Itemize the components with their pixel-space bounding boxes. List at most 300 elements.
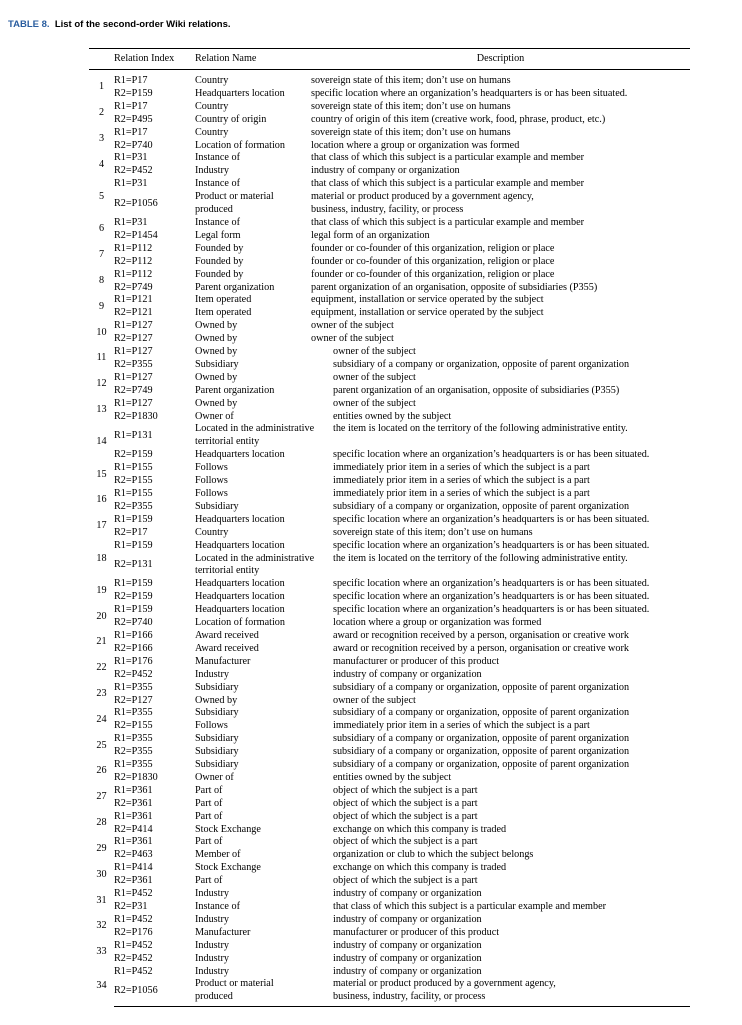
relation-name-cell: Owned by xyxy=(195,333,238,345)
description-cell: subsidiary of a company or organization, opposite of parent organization xyxy=(333,500,630,512)
row-number: 9 xyxy=(98,300,105,312)
table-row xyxy=(89,875,690,888)
row-number: 2 xyxy=(98,107,105,119)
description-cell: location where a group or organization was formed xyxy=(311,139,520,151)
relation-index-cell: R2=P1454 xyxy=(114,229,158,241)
relation-index-cell: R2=P155 xyxy=(114,475,153,487)
description-cell: immediately prior item in a series of which the subject is a part xyxy=(333,488,590,499)
row-number: 26 xyxy=(96,765,107,777)
row-number: 18 xyxy=(96,552,107,564)
table-row xyxy=(89,114,690,127)
relation-index-cell: R1=P355 xyxy=(114,681,153,693)
description-cell: sovereign state of this item; don’t use on humans xyxy=(311,75,511,86)
relation-name-cell: Headquarters location xyxy=(195,87,285,99)
table-row xyxy=(89,88,690,101)
description-cell: that class of which this subject is a particular example and member xyxy=(333,901,606,912)
row-number: 30 xyxy=(96,868,107,880)
relation-name-cell: Instance of xyxy=(195,152,240,164)
row-number: 31 xyxy=(96,894,107,906)
description-cell: that class of which this subject is a particular example and member xyxy=(311,178,584,190)
row-number: 32 xyxy=(96,920,107,932)
table-row xyxy=(89,617,690,630)
relation-index-cell: R2=P495 xyxy=(114,113,153,125)
table-caption xyxy=(8,19,231,30)
description-cell: immediately prior item in a series of which the subject is a part xyxy=(333,462,590,474)
table-row xyxy=(89,127,690,140)
relation-index-cell: R1=P452 xyxy=(114,965,153,977)
description-cell: owner of the subject xyxy=(311,333,394,345)
relation-name-cell: Owned by xyxy=(195,397,238,409)
description-cell: the item is located on the territory of the following administrative entity. xyxy=(333,552,628,564)
table-title: List of the second-order Wiki relations. xyxy=(54,19,231,30)
row-number: 23 xyxy=(96,688,107,700)
table-row xyxy=(89,230,690,243)
relation-name-cell: Country xyxy=(195,126,229,138)
relation-name-cell: Location of formation xyxy=(195,617,285,629)
table-row xyxy=(89,423,690,449)
relation-index-cell: R2=P414 xyxy=(114,823,153,835)
relation-index-cell: R1=P17 xyxy=(114,100,148,112)
relation-name-cell: Country xyxy=(195,100,229,112)
relation-name-cell: Country xyxy=(195,526,229,538)
header-relation-index: Relation Index xyxy=(114,49,195,70)
description-cell: owner of the subject xyxy=(333,694,416,706)
relation-name-cell: Follows xyxy=(195,462,228,474)
relation-name-cell: Subsidiary xyxy=(195,759,239,771)
relation-name-cell: Stock Exchange xyxy=(195,823,261,835)
row-number: 10 xyxy=(96,326,107,338)
relation-index-cell: R2=P1056 xyxy=(114,197,158,209)
row-number: 4 xyxy=(98,158,105,170)
relation-index-cell: R1=P112 xyxy=(114,268,153,280)
table-row xyxy=(89,70,690,88)
row-number: 25 xyxy=(96,739,107,751)
relation-name-cell: Industry xyxy=(195,668,229,680)
table-row xyxy=(89,385,690,398)
relation-index-cell: R2=P1056 xyxy=(114,978,195,1006)
description-cell: immediately prior item in a series of which the subject is a part xyxy=(333,475,590,487)
relation-index-cell: R1=P176 xyxy=(114,655,153,667)
description-cell: location where a group or organization was formed xyxy=(333,617,542,629)
relation-name-cell: Item operated xyxy=(195,307,252,319)
relation-index-cell: R1=P127 xyxy=(114,397,153,409)
description-cell: owner of the subject xyxy=(333,397,416,409)
relation-index-cell: R1=P355 xyxy=(114,759,153,771)
relation-name-cell: Product or material produced xyxy=(195,978,311,1006)
relation-name-cell: Subsidiary xyxy=(195,733,239,745)
description-cell: owner of the subject xyxy=(333,346,416,358)
relation-name-cell: Owner of xyxy=(195,410,234,422)
relation-name-cell: Owner of xyxy=(195,771,234,783)
relation-index-cell: R1=P127 xyxy=(114,346,153,358)
relation-name-cell: Owned by xyxy=(195,346,238,358)
table-row xyxy=(89,578,690,591)
table-row xyxy=(89,256,690,269)
relation-name-cell: Founded by xyxy=(195,268,244,280)
relation-name-cell: Item operated xyxy=(195,294,252,306)
relation-name-cell: Stock Exchange xyxy=(195,862,261,874)
table-row xyxy=(89,462,690,475)
relation-index-cell: R1=P159 xyxy=(114,578,153,590)
table-row xyxy=(89,527,690,540)
description-cell: object of which the subject is a part xyxy=(333,875,478,887)
relation-index-cell: R2=P159 xyxy=(114,87,153,99)
row-number: 11 xyxy=(96,352,107,364)
description-cell: object of which the subject is a part xyxy=(333,797,478,809)
table-row xyxy=(89,294,690,307)
relation-name-cell: Industry xyxy=(195,165,229,177)
relation-index-cell: R2=P452 xyxy=(114,952,153,964)
table-row xyxy=(89,953,690,966)
relation-index-cell: R1=P121 xyxy=(114,294,153,306)
table-row xyxy=(89,165,690,178)
relation-name-cell: Manufacturer xyxy=(195,655,251,667)
relation-name-cell: Country xyxy=(195,75,229,86)
relation-index-cell: R2=P127 xyxy=(114,694,153,706)
description-cell: industry of company or organization xyxy=(333,952,482,964)
relation-name-cell: Headquarters location xyxy=(195,539,285,551)
table-row xyxy=(89,553,690,579)
description-cell: industry of company or organization xyxy=(333,668,482,680)
table-row xyxy=(89,888,690,901)
description-cell: organization or club to which the subject belongs xyxy=(333,849,534,861)
relation-index-cell: R1=P361 xyxy=(114,784,153,796)
relation-index-cell: R2=P749 xyxy=(114,281,153,293)
relation-index-cell: R2=P452 xyxy=(114,668,153,680)
row-number: 3 xyxy=(98,133,105,145)
description-cell: immediately prior item in a series of which the subject is a part xyxy=(333,720,590,732)
row-number: 5 xyxy=(98,191,105,203)
row-number: 34 xyxy=(96,979,107,991)
table-row xyxy=(89,320,690,333)
relation-name-cell: Owned by xyxy=(195,320,238,332)
relation-index-cell: R1=P31 xyxy=(114,216,148,228)
description-cell: industry of company or organization xyxy=(333,888,482,900)
relation-index-cell: R2=P463 xyxy=(114,849,153,861)
relation-name-cell: Industry xyxy=(195,965,229,977)
relation-name-cell: Legal form xyxy=(195,229,241,241)
relation-index-cell: R2=P740 xyxy=(114,617,153,629)
relation-index-cell: R1=P131 xyxy=(114,429,153,441)
table-row xyxy=(89,501,690,514)
header-description: Description xyxy=(311,49,690,70)
description-cell: parent organization of an organisation, opposite of subsidiaries (P355) xyxy=(311,281,598,293)
relation-name-cell: Follows xyxy=(195,720,228,732)
row-number: 17 xyxy=(96,520,107,532)
relation-name-cell: Subsidiary xyxy=(195,681,239,693)
table-row xyxy=(89,514,690,527)
description-cell: founder or co-founder of this organization, religion or place xyxy=(311,242,555,254)
relation-index-cell: R1=P159 xyxy=(114,539,153,551)
description-cell: object of which the subject is a part xyxy=(333,836,478,848)
relation-name-cell: Headquarters location xyxy=(195,449,285,461)
relation-index-cell: R2=P1830 xyxy=(114,410,158,422)
relation-name-cell: Industry xyxy=(195,913,229,925)
description-cell: specific location where an organization’s headquarters is or has been situated. xyxy=(311,87,628,99)
description-cell: specific location where an organization’s headquarters is or has been situated. xyxy=(333,591,650,603)
relation-index-cell: R1=P31 xyxy=(114,178,148,190)
table-row xyxy=(89,824,690,837)
relation-index-cell: R2=P361 xyxy=(114,797,153,809)
row-number: 33 xyxy=(96,946,107,958)
table-row xyxy=(89,862,690,875)
relation-name-cell: Owned by xyxy=(195,694,238,706)
description-cell: specific location where an organization’s headquarters is or has been situated. xyxy=(333,513,650,525)
table-row xyxy=(89,643,690,656)
relation-index-cell: R1=P112 xyxy=(114,242,153,254)
relation-index-cell: R2=P355 xyxy=(114,500,153,512)
relation-name-cell: Subsidiary xyxy=(195,500,239,512)
relation-name-cell: Parent organization xyxy=(195,281,275,293)
relation-name-cell: Headquarters location xyxy=(195,578,285,590)
description-cell: specific location where an organization’s headquarters is or has been situated. xyxy=(333,539,650,551)
description-cell: entities owned by the subject xyxy=(333,410,452,422)
relation-index-cell: R1=P452 xyxy=(114,913,153,925)
table-row xyxy=(89,746,690,759)
description-cell: subsidiary of a company or organization, opposite of parent organization xyxy=(333,733,630,745)
description-cell: material or product produced by a government agency, business, industry, facility, or process xyxy=(311,978,690,1006)
row-number: 13 xyxy=(96,404,107,416)
relation-name-cell: Subsidiary xyxy=(195,358,239,370)
table-row xyxy=(89,772,690,785)
table-row xyxy=(89,307,690,320)
relation-index-cell: R1=P361 xyxy=(114,810,153,822)
relation-index-cell: R1=P166 xyxy=(114,629,153,641)
relation-index-cell: R2=P131 xyxy=(114,558,153,570)
table-row xyxy=(89,927,690,940)
table-row xyxy=(89,940,690,953)
row-number: 28 xyxy=(96,817,107,829)
description-cell: award or recognition received by a person, organisation or creative work xyxy=(333,629,629,641)
table-row xyxy=(89,540,690,553)
description-cell: exchange on which this company is traded xyxy=(333,823,507,835)
description-cell: subsidiary of a company or organization, opposite of parent organization xyxy=(333,358,630,370)
description-cell: subsidiary of a company or organization, opposite of parent organization xyxy=(333,746,630,758)
table-row xyxy=(89,785,690,798)
description-cell: manufacturer or producer of this product xyxy=(333,926,500,938)
table-row xyxy=(89,591,690,604)
relation-name-cell: Award received xyxy=(195,642,259,654)
relation-index-cell: R2=P31 xyxy=(114,901,148,912)
description-cell: specific location where an organization’s headquarters is or has been situated. xyxy=(333,604,650,616)
description-cell: founder or co-founder of this organization, religion or place xyxy=(311,255,555,267)
relation-name-cell: Part of xyxy=(195,875,223,887)
row-number: 7 xyxy=(98,249,105,261)
relation-name-cell: Located in the administrative territorial entity xyxy=(195,552,315,577)
relation-index-cell: R1=P155 xyxy=(114,462,153,474)
relation-index-cell: R1=P17 xyxy=(114,75,148,86)
relation-index-cell: R1=P414 xyxy=(114,862,153,874)
relation-name-cell: Part of xyxy=(195,797,223,809)
table-row xyxy=(89,372,690,385)
table-row xyxy=(89,359,690,372)
description-cell: country of origin of this item (creative work, food, phrase, product, etc.) xyxy=(311,113,606,125)
description-cell: the item is located on the territory of the following administrative entity. xyxy=(333,423,628,435)
relation-index-cell: R2=P121 xyxy=(114,307,153,319)
description-cell: award or recognition received by a person, organisation or creative work xyxy=(333,642,629,654)
description-cell: subsidiary of a company or organization, opposite of parent organization xyxy=(333,759,630,771)
description-cell: material or product produced by a government agency, business, industry, facility, or process xyxy=(311,191,534,216)
relation-index-cell: R2=P749 xyxy=(114,384,153,396)
table-row xyxy=(89,669,690,682)
relation-index-cell: R2=P159 xyxy=(114,449,153,461)
description-cell: object of which the subject is a part xyxy=(333,784,478,796)
table-row xyxy=(89,836,690,849)
relation-name-cell: Part of xyxy=(195,836,223,848)
table-label: TABLE 8. xyxy=(8,19,50,30)
table-row xyxy=(89,682,690,695)
relation-index-cell: R1=P452 xyxy=(114,888,153,900)
row-number: 24 xyxy=(96,713,107,725)
relation-index-cell: R2=P112 xyxy=(114,255,153,267)
row-number: 22 xyxy=(96,662,107,674)
relation-name-cell: Owned by xyxy=(195,371,238,383)
table-row xyxy=(89,398,690,411)
relation-index-cell: R2=P155 xyxy=(114,720,153,732)
description-cell: parent organization of an organisation, opposite of subsidiaries (P355) xyxy=(333,384,620,396)
description-cell: exchange on which this company is traded xyxy=(333,862,507,874)
description-cell: equipment, installation or service operated by the subject xyxy=(311,294,544,306)
relation-index-cell: R2=P166 xyxy=(114,642,153,654)
relation-name-cell: Headquarters location xyxy=(195,591,285,603)
relation-index-cell: R1=P361 xyxy=(114,836,153,848)
relation-name-cell: Headquarters location xyxy=(195,604,285,616)
table-row xyxy=(89,411,690,424)
description-cell: that class of which this subject is a particular example and member xyxy=(311,152,584,164)
row-number: 8 xyxy=(98,275,105,287)
relation-index-cell: R1=P159 xyxy=(114,513,153,525)
relation-index-cell: R1=P452 xyxy=(114,939,153,951)
relation-name-cell: Located in the administrative territorial entity xyxy=(195,423,315,448)
header-relation-name: Relation Name xyxy=(195,49,311,70)
relation-index-cell: R2=P355 xyxy=(114,746,153,758)
relation-index-cell: R1=P17 xyxy=(114,126,148,138)
relation-name-cell: Industry xyxy=(195,888,229,900)
row-number: 12 xyxy=(96,378,107,390)
table-row xyxy=(89,656,690,669)
table-row xyxy=(89,733,690,746)
description-cell: that class of which this subject is a particular example and member xyxy=(311,216,584,228)
table-header xyxy=(89,49,690,70)
table-row xyxy=(89,798,690,811)
table-row xyxy=(89,707,690,720)
table-row xyxy=(89,333,690,346)
relation-name-cell: Product or material produced xyxy=(195,191,274,216)
relation-index-cell: R2=P176 xyxy=(114,926,153,938)
row-number: 21 xyxy=(96,636,107,648)
relation-index-cell: R2=P361 xyxy=(114,875,153,887)
relation-index-cell: R2=P355 xyxy=(114,358,153,370)
relation-index-cell: R2=P159 xyxy=(114,591,153,603)
relations-table xyxy=(89,48,690,1007)
description-cell: legal form of an organization xyxy=(311,229,430,241)
relation-name-cell: Subsidiary xyxy=(195,707,239,719)
relation-name-cell: Follows xyxy=(195,475,228,487)
relation-index-cell: R2=P1830 xyxy=(114,771,158,783)
table-row xyxy=(89,901,690,914)
table-row xyxy=(89,914,690,927)
table-row xyxy=(89,966,690,979)
relation-name-cell: Member of xyxy=(195,849,241,861)
relation-name-cell: Headquarters location xyxy=(195,513,285,525)
description-cell: founder or co-founder of this organization, religion or place xyxy=(311,268,555,280)
relation-index-cell: R2=P452 xyxy=(114,165,153,177)
table-body xyxy=(89,70,690,1007)
description-cell: industry of company or organization xyxy=(311,165,460,177)
row-number: 27 xyxy=(96,791,107,803)
table-row xyxy=(89,475,690,488)
relation-index-cell: R1=P355 xyxy=(114,733,153,745)
description-cell: specific location where an organization’s headquarters is or has been situated. xyxy=(333,578,650,590)
description-cell: sovereign state of this item; don’t use on humans xyxy=(311,100,511,112)
relation-index-cell: R1=P159 xyxy=(114,604,153,616)
relation-name-cell: Instance of xyxy=(195,216,240,228)
description-cell: industry of company or organization xyxy=(333,965,482,977)
description-cell: industry of company or organization xyxy=(333,913,482,925)
description-cell: manufacturer or producer of this product xyxy=(333,655,500,667)
row-number: 29 xyxy=(96,842,107,854)
table-row xyxy=(89,630,690,643)
relation-name-cell: Founded by xyxy=(195,242,244,254)
relation-name-cell: Parent organization xyxy=(195,384,275,396)
relation-index-cell: R1=P127 xyxy=(114,320,153,332)
table-row xyxy=(89,101,690,114)
relation-index-cell: R2=P740 xyxy=(114,139,153,151)
relation-name-cell: Founded by xyxy=(195,255,244,267)
table-row xyxy=(89,720,690,733)
description-cell: industry of company or organization xyxy=(333,939,482,951)
description-cell: owner of the subject xyxy=(333,371,416,383)
relation-name-cell: Award received xyxy=(195,629,259,641)
description-cell: equipment, installation or service operated by the subject xyxy=(311,307,544,319)
table-row xyxy=(89,152,690,165)
relation-name-cell: Follows xyxy=(195,488,228,499)
description-cell: sovereign state of this item; don’t use on humans xyxy=(333,526,533,538)
table-row xyxy=(89,695,690,708)
relation-name-cell: Part of xyxy=(195,784,223,796)
description-cell: subsidiary of a company or organization, opposite of parent organization xyxy=(333,681,630,693)
row-number: 14 xyxy=(96,436,107,448)
relation-index-cell: R1=P355 xyxy=(114,707,153,719)
table-row xyxy=(89,604,690,617)
row-number: 19 xyxy=(96,584,107,596)
table-row xyxy=(89,191,690,217)
table-row xyxy=(89,269,690,282)
description-cell: owner of the subject xyxy=(311,320,394,332)
table-row xyxy=(89,978,690,1006)
relation-name-cell: Location of formation xyxy=(195,139,285,151)
relation-name-cell: Industry xyxy=(195,939,229,951)
table-row xyxy=(89,217,690,230)
relation-name-cell: Instance of xyxy=(195,901,240,912)
table-row xyxy=(89,811,690,824)
table-row xyxy=(89,140,690,153)
table-row xyxy=(89,282,690,295)
description-cell: sovereign state of this item; don’t use on humans xyxy=(311,126,511,138)
relation-index-cell: R1=P127 xyxy=(114,371,153,383)
relation-index-cell: R1=P31 xyxy=(114,152,148,164)
row-number: 20 xyxy=(96,610,107,622)
table-row xyxy=(89,759,690,772)
table-row xyxy=(89,849,690,862)
relation-name-cell: Manufacturer xyxy=(195,926,251,938)
table-row xyxy=(89,243,690,256)
description-cell: entities owned by the subject xyxy=(333,771,452,783)
relation-name-cell: Subsidiary xyxy=(195,746,239,758)
table-row xyxy=(89,488,690,501)
relation-name-cell: Industry xyxy=(195,952,229,964)
row-number: 16 xyxy=(96,494,107,506)
